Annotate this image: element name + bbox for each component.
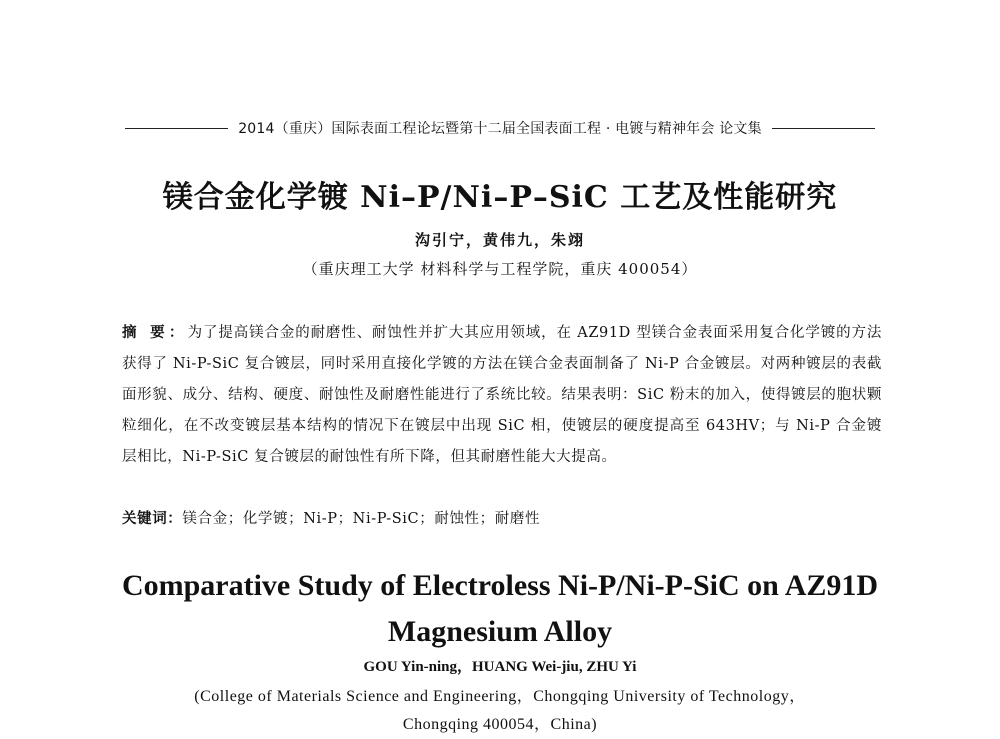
keywords-label: 关键词： [122, 511, 183, 527]
abstract-cn [122, 318, 882, 473]
affiliation-en-line1: (College of Materials Science and Engineering，Chongqing University of Technology， [194, 688, 806, 705]
paper-title-cn: 镁合金化学镀 Ni–P/Ni–P–SiC 工艺及性能研究 [162, 180, 838, 215]
affiliation-en [150, 683, 850, 739]
keywords-text: 镁合金；化学镀；Ni-P；Ni-P-SiC；耐蚀性；耐磨性 [182, 511, 541, 527]
abstract-text: 为了提高镁合金的耐磨性、耐蚀性并扩大其应用领域，在 AZ91D 型镁合金表面采用复合化学镀的方法获得了 Ni-P-SiC 复合镀层，同时采用直接化学镀的方法在镁合金表面制备了 Ni-P 合金镀层。对两种镀层的表截面形貌、成分、结构、硬度、耐蚀性及耐磨性能进行了系统比较。结果表明：SiC 粉末的加入，使得镀层的胞状颗粒细化，在不改变镀层基本结构的情况下在镀层中出现 SiC 相，使镀层的硬度提高至 643HV；与 Ni-P 合金镀层相比，Ni-P-SiC 复合镀层的耐蚀性有所下降，但其耐磨性能大大提高。 [122, 325, 882, 465]
authors-en: GOU Yin-ning，HUANG Wei-jiu, ZHU Yi [363, 659, 637, 675]
affiliation-en-line2: Chongqing 400054，China) [402, 716, 598, 733]
header-rule-right [772, 128, 875, 129]
header-rule-left [125, 128, 228, 129]
paper-title-en-line2: Magnesium Alloy [387, 615, 613, 648]
abstract-label: 摘 要： [122, 325, 188, 341]
keywords-cn [122, 507, 882, 528]
authors-cn: 沟引宁，黄伟九，朱翊 [414, 231, 585, 249]
proceedings-title: 2014（重庆）国际表面工程论坛暨第十二届全国表面工程 · 电镀与精神年会 论文集 [238, 121, 762, 137]
paper-title-en [0, 563, 1000, 655]
proceedings-header [125, 118, 875, 138]
paper-title-en-line1: Comparative Study of Electroless Ni-P/Ni-P-SiC on AZ91D [121, 569, 879, 602]
affiliation-cn: （重庆理工大学 材料科学与工程学院，重庆 400054） [302, 260, 698, 278]
